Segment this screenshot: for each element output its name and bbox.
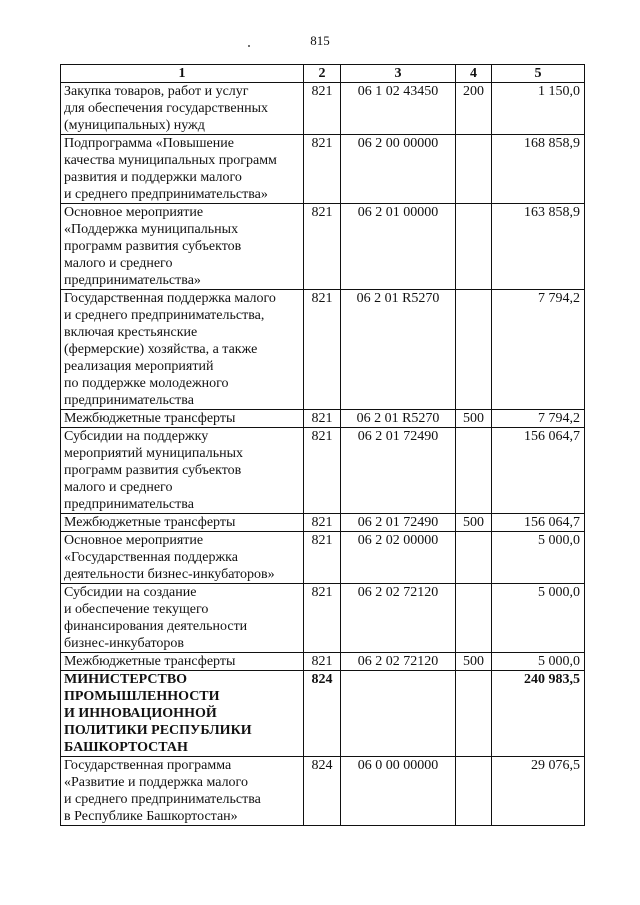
row-expense-type [456,135,492,204]
row-target-article [341,671,456,757]
row-target-article: 06 2 01 72490 [341,428,456,514]
row-name: Государственная поддержка малого и среднего предпринимательства, включая крестьянские (фермерские) хозяйства, а также реализация мероприятий по поддержке молодежного предпринимательства [61,290,304,410]
table-row [61,653,585,671]
row-amount: 7 794,2 [492,410,585,428]
header-col-5: 5 [492,65,585,83]
row-target-article: 06 2 01 00000 [341,204,456,290]
row-name: Межбюджетные трансферты [61,653,304,671]
row-name: Субсидии на создание и обеспечение текущего финансирования деятельности бизнес-инкубаторов [61,584,304,653]
row-amount: 7 794,2 [492,290,585,410]
row-code: 824 [304,671,341,757]
row-target-article: 06 1 02 43450 [341,83,456,135]
row-amount: 168 858,9 [492,135,585,204]
row-expense-type: 500 [456,410,492,428]
header-col-2: 2 [304,65,341,83]
row-expense-type [456,532,492,584]
row-amount: 156 064,7 [492,514,585,532]
header-col-3: 3 [341,65,456,83]
table-row [61,204,585,290]
table-body [61,83,585,826]
row-code: 821 [304,83,341,135]
row-target-article: 06 2 00 00000 [341,135,456,204]
table-row [61,428,585,514]
table-row [61,83,585,135]
row-name: Основное мероприятие «Государственная поддержка деятельности бизнес-инкубаторов» [61,532,304,584]
scan-speck [248,45,250,47]
table-row [61,514,585,532]
row-target-article: 06 2 02 72120 [341,584,456,653]
row-expense-type [456,671,492,757]
budget-table [60,64,585,826]
row-target-article: 06 2 02 00000 [341,532,456,584]
row-name: Межбюджетные трансферты [61,410,304,428]
row-code: 821 [304,584,341,653]
header-col-1: 1 [61,65,304,83]
row-target-article: 06 2 02 72120 [341,653,456,671]
row-code: 821 [304,514,341,532]
row-name: МИНИСТЕРСТВО ПРОМЫШЛЕННОСТИ И ИННОВАЦИОННОЙ ПОЛИТИКИ РЕСПУБЛИКИ БАШКОРТОСТАН [61,671,304,757]
row-name: Субсидии на поддержку мероприятий муниципальных программ развития субъектов малого и среднего предпринимательства [61,428,304,514]
row-amount: 5 000,0 [492,532,585,584]
row-amount: 1 150,0 [492,83,585,135]
row-amount: 163 858,9 [492,204,585,290]
page-number: 815 [310,33,330,48]
header-col-4: 4 [456,65,492,83]
row-code: 821 [304,532,341,584]
row-code: 821 [304,410,341,428]
row-expense-type: 500 [456,514,492,532]
row-code: 821 [304,290,341,410]
row-code: 821 [304,428,341,514]
table-row [61,757,585,826]
row-expense-type [456,584,492,653]
table-row [61,671,585,757]
table-header-row [61,65,585,83]
row-target-article: 06 2 01 R5270 [341,410,456,428]
row-name: Межбюджетные трансферты [61,514,304,532]
row-target-article: 06 2 01 R5270 [341,290,456,410]
row-expense-type [456,290,492,410]
table-row [61,584,585,653]
row-amount: 5 000,0 [492,584,585,653]
row-code: 821 [304,135,341,204]
row-expense-type [456,757,492,826]
row-name: Закупка товаров, работ и услуг для обеспечения государственных (муниципальных) нужд [61,83,304,135]
row-target-article: 06 2 01 72490 [341,514,456,532]
row-name: Основное мероприятие «Поддержка муниципальных программ развития субъектов малого и среднего предпринимательства» [61,204,304,290]
table-row [61,410,585,428]
row-target-article: 06 0 00 00000 [341,757,456,826]
row-code: 821 [304,204,341,290]
row-amount: 29 076,5 [492,757,585,826]
row-name: Подпрограмма «Повышение качества муниципальных программ развития и поддержки малого и среднего предпринимательства» [61,135,304,204]
row-expense-type: 500 [456,653,492,671]
row-code: 821 [304,653,341,671]
table-row [61,532,585,584]
row-name: Государственная программа «Развитие и поддержка малого и среднего предпринимательства в Республике Башкортостан» [61,757,304,826]
table-row [61,135,585,204]
row-code: 824 [304,757,341,826]
row-expense-type: 200 [456,83,492,135]
row-amount: 156 064,7 [492,428,585,514]
row-amount: 5 000,0 [492,653,585,671]
table-row [61,290,585,410]
row-amount: 240 983,5 [492,671,585,757]
row-expense-type [456,204,492,290]
row-expense-type [456,428,492,514]
